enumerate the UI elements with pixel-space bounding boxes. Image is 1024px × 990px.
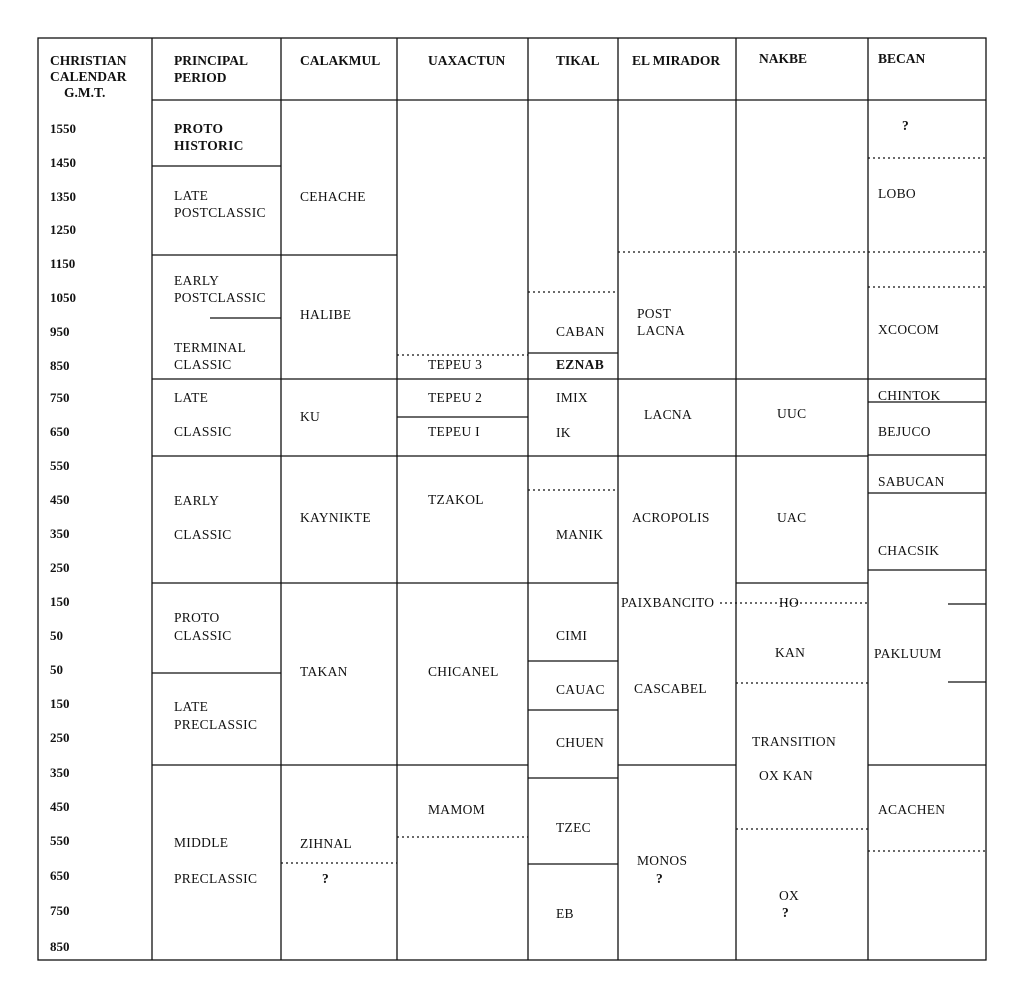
period-late-classic: CLASSIC [174, 424, 232, 439]
phase-xcocom: XCOCOM [878, 322, 940, 337]
year-axis [50, 121, 76, 954]
year-label: 1450 [50, 155, 76, 170]
tikal-column [556, 324, 605, 921]
phase-acachen: ACACHEN [878, 802, 946, 817]
year-label: 1550 [50, 121, 76, 136]
header-row [50, 51, 926, 100]
phase-tepeu-3: TEPEU 3 [428, 357, 483, 372]
phase-mamom: MAMOM [428, 802, 486, 817]
phase-tepeu-1: TEPEU I [428, 424, 480, 439]
year-label: 650 [50, 868, 70, 883]
header-calendar-line3: G.M.T. [64, 85, 106, 100]
phase-lobo: LOBO [878, 186, 916, 201]
header-period-line1: PRINCIPAL [174, 53, 248, 68]
principal-period-column [174, 121, 266, 886]
becan-column [874, 118, 945, 817]
period-middle-preclassic: MIDDLE [174, 835, 229, 850]
question-mark: ? [902, 118, 910, 133]
header-calendar-line2: CALENDAR [50, 69, 127, 84]
header-nakbe: NAKBE [759, 51, 808, 66]
phase-chicanel: CHICANEL [428, 664, 499, 679]
phase-cascabel: CASCABEL [634, 681, 707, 696]
phase-post-lacna: POST [637, 306, 672, 321]
year-label: 250 [50, 560, 70, 575]
period-proto-historic: HISTORIC [174, 138, 244, 153]
header-becan: BECAN [878, 51, 926, 66]
phase-ox-kan: OX KAN [759, 768, 813, 783]
header-calendar-line1: CHRISTIAN [50, 53, 127, 68]
phase-monos: MONOS [637, 853, 688, 868]
year-label: 650 [50, 424, 70, 439]
phase-imix: IMIX [556, 390, 588, 405]
period-late-preclassic: PRECLASSIC [174, 717, 258, 732]
phase-manik: MANIK [556, 527, 604, 542]
period-middle-preclassic: PRECLASSIC [174, 871, 258, 886]
year-label: 50 [50, 628, 63, 643]
year-label: 350 [50, 526, 70, 541]
period-terminal-classic: CLASSIC [174, 357, 232, 372]
period-late-preclassic: LATE [174, 699, 209, 714]
phase-transition: TRANSITION [752, 734, 836, 749]
phase-cauac: CAUAC [556, 682, 605, 697]
phase-tzakol: TZAKOL [428, 492, 484, 507]
year-label: 1050 [50, 290, 76, 305]
question-mark: ? [322, 871, 330, 886]
phase-takan: TAKAN [300, 664, 348, 679]
header-uaxactun: UAXACTUN [428, 53, 506, 68]
period-early-postclassic: EARLY [174, 273, 220, 288]
year-label: 750 [50, 903, 70, 918]
period-proto-historic: PROTO [174, 121, 224, 136]
year-label: 750 [50, 390, 70, 405]
phase-eznab: EZNAB [556, 357, 605, 372]
period-late-classic: LATE [174, 390, 209, 405]
phase-kaynikte: KAYNIKTE [300, 510, 371, 525]
header-calakmul: CALAKMUL [300, 53, 381, 68]
header-el-mirador: EL MIRADOR [632, 53, 721, 68]
period-late-postclassic: POSTCLASSIC [174, 205, 266, 220]
year-label: 50 [50, 662, 63, 677]
year-label: 850 [50, 939, 70, 954]
year-label: 250 [50, 730, 70, 745]
year-label: 150 [50, 696, 70, 711]
phase-pakluum: PAKLUUM [874, 646, 942, 661]
year-label: 1150 [50, 256, 76, 271]
phase-tepeu-2: TEPEU 2 [428, 390, 483, 405]
period-early-classic: EARLY [174, 493, 220, 508]
period-late-postclassic: LATE [174, 188, 209, 203]
year-label: 550 [50, 833, 70, 848]
year-label: 1250 [50, 222, 76, 237]
year-label: 850 [50, 358, 70, 373]
period-proto-classic: CLASSIC [174, 628, 232, 643]
uaxactun-column [428, 357, 499, 817]
phase-acropolis: ACROPOLIS [632, 510, 710, 525]
phase-halibe: HALIBE [300, 307, 352, 322]
nakbe-column [752, 406, 836, 920]
question-mark: ? [656, 871, 664, 886]
year-label: 950 [50, 324, 70, 339]
phase-kan: KAN [775, 645, 806, 660]
phase-chintok: CHINTOK [878, 388, 941, 403]
phase-bejuco: BEJUCO [878, 424, 931, 439]
phase-ox: OX [779, 888, 800, 903]
period-early-classic: CLASSIC [174, 527, 232, 542]
phase-eb: EB [556, 906, 574, 921]
header-tikal: TIKAL [556, 53, 600, 68]
year-label: 450 [50, 799, 70, 814]
phase-ku: KU [300, 409, 321, 424]
year-label: 550 [50, 458, 70, 473]
el-mirador-column [621, 306, 714, 886]
phase-chacsik: CHACSIK [878, 543, 940, 558]
year-label: 450 [50, 492, 70, 507]
calakmul-column [300, 189, 371, 886]
phase-ik: IK [556, 425, 571, 440]
phase-sabucan: SABUCAN [878, 474, 945, 489]
phase-caban: CABAN [556, 324, 605, 339]
year-label: 350 [50, 765, 70, 780]
phase-tzec: TZEC [556, 820, 591, 835]
period-terminal-classic: TERMINAL [174, 340, 247, 355]
header-period-line2: PERIOD [174, 70, 227, 85]
period-proto-classic: PROTO [174, 610, 220, 625]
phase-cimi: CIMI [556, 628, 588, 643]
year-label: 150 [50, 594, 70, 609]
phase-post-lacna: LACNA [637, 323, 685, 338]
phase-ho: HO [779, 595, 800, 610]
phase-uuc: UUC [777, 406, 807, 421]
phase-paixbancito: PAIXBANCITO [621, 595, 715, 610]
phase-lacna: LACNA [644, 407, 692, 422]
period-early-postclassic: POSTCLASSIC [174, 290, 266, 305]
phase-uac: UAC [777, 510, 807, 525]
year-label: 1350 [50, 189, 76, 204]
question-mark: ? [782, 905, 790, 920]
phase-chuen: CHUEN [556, 735, 604, 750]
phase-zihnal: ZIHNAL [300, 836, 353, 851]
phase-cehache: CEHACHE [300, 189, 366, 204]
